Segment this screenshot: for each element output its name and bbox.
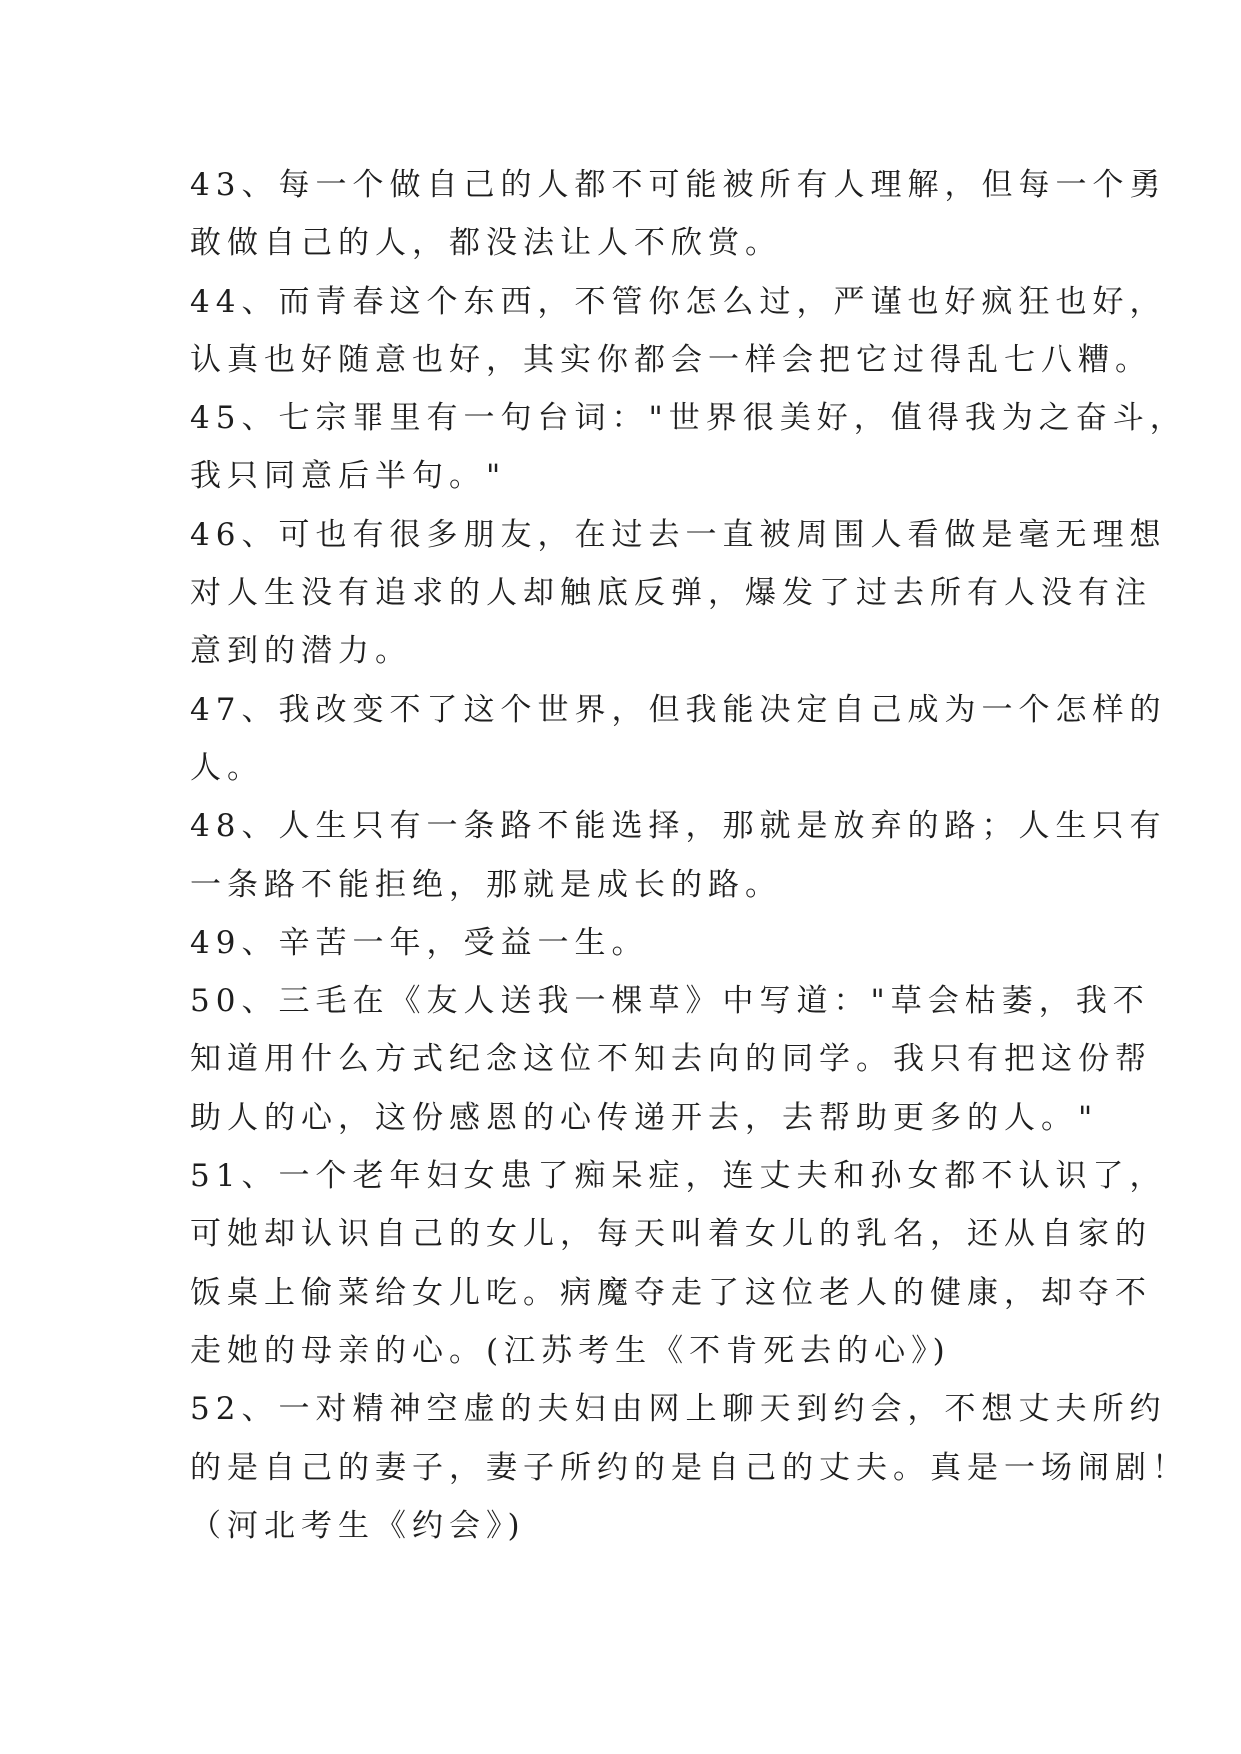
text-line: 认真也好随意也好，其实你都会一样会把它过得乱七八糟。 <box>190 341 1152 378</box>
text-line: 意到的潜力。 <box>190 633 412 670</box>
text-line: 52、一对精神空虚的夫妇由网上聊天到约会，不想丈夫所约 <box>190 1391 1167 1428</box>
document-body <box>190 156 1189 1555</box>
text-line: 我只同意后半句。" <box>190 458 507 495</box>
text-line: 50、三毛在《友人送我一棵草》中写道："草会枯萎，我不 <box>190 983 1150 1020</box>
text-line: 45、七宗罪里有一句台词："世界很美好，值得我为之奋斗， <box>190 400 1187 437</box>
text-line: 一条路不能拒绝，那就是成长的路。 <box>190 866 782 903</box>
text-line: 知道用什么方式纪念这位不知去向的同学。我只有把这份帮 <box>190 1041 1152 1078</box>
text-line: （河北考生《约会》) <box>190 1507 526 1544</box>
text-line: 饭桌上偷菜给女儿吃。病魔夺走了这位老人的健康，却夺不 <box>190 1274 1152 1311</box>
text-line: 可她却认识自己的女儿，每天叫着女儿的乳名，还从自家的 <box>190 1216 1152 1253</box>
text-line: 的是自己的妻子，妻子所约的是自己的丈夫。真是一场闹剧！ <box>190 1449 1189 1486</box>
text-line: 43、每一个做自己的人都不可能被所有人理解，但每一个勇 <box>190 167 1167 203</box>
text-line: 47、我改变不了这个世界，但我能决定自己成为一个怎样的 <box>190 691 1167 728</box>
text-line: 助人的心，这份感恩的心传递开去，去帮助更多的人。" <box>190 1099 1099 1136</box>
text-line: 人。 <box>190 749 264 786</box>
text-line: 走她的母亲的心。(江苏考生《不肯死去的心》) <box>190 1332 951 1369</box>
text-line: 敢做自己的人，都没法让人不欣赏。 <box>190 225 782 262</box>
text-line: 48、人生只有一条路不能选择，那就是放弃的路；人生只有 <box>190 808 1167 845</box>
text-line: 49、辛苦一年，受益一生。 <box>190 924 649 961</box>
text-line: 对人生没有追求的人却触底反弹，爆发了过去所有人没有注 <box>190 575 1152 612</box>
text-line: 51、一个老年妇女患了痴呆症，连丈夫和孙女都不认识了， <box>190 1158 1167 1195</box>
text-line: 46、可也有很多朋友，在过去一直被周围人看做是毫无理想 <box>190 516 1167 553</box>
text-line: 44、而青春这个东西，不管你怎么过，严谨也好疯狂也好， <box>190 283 1167 320</box>
